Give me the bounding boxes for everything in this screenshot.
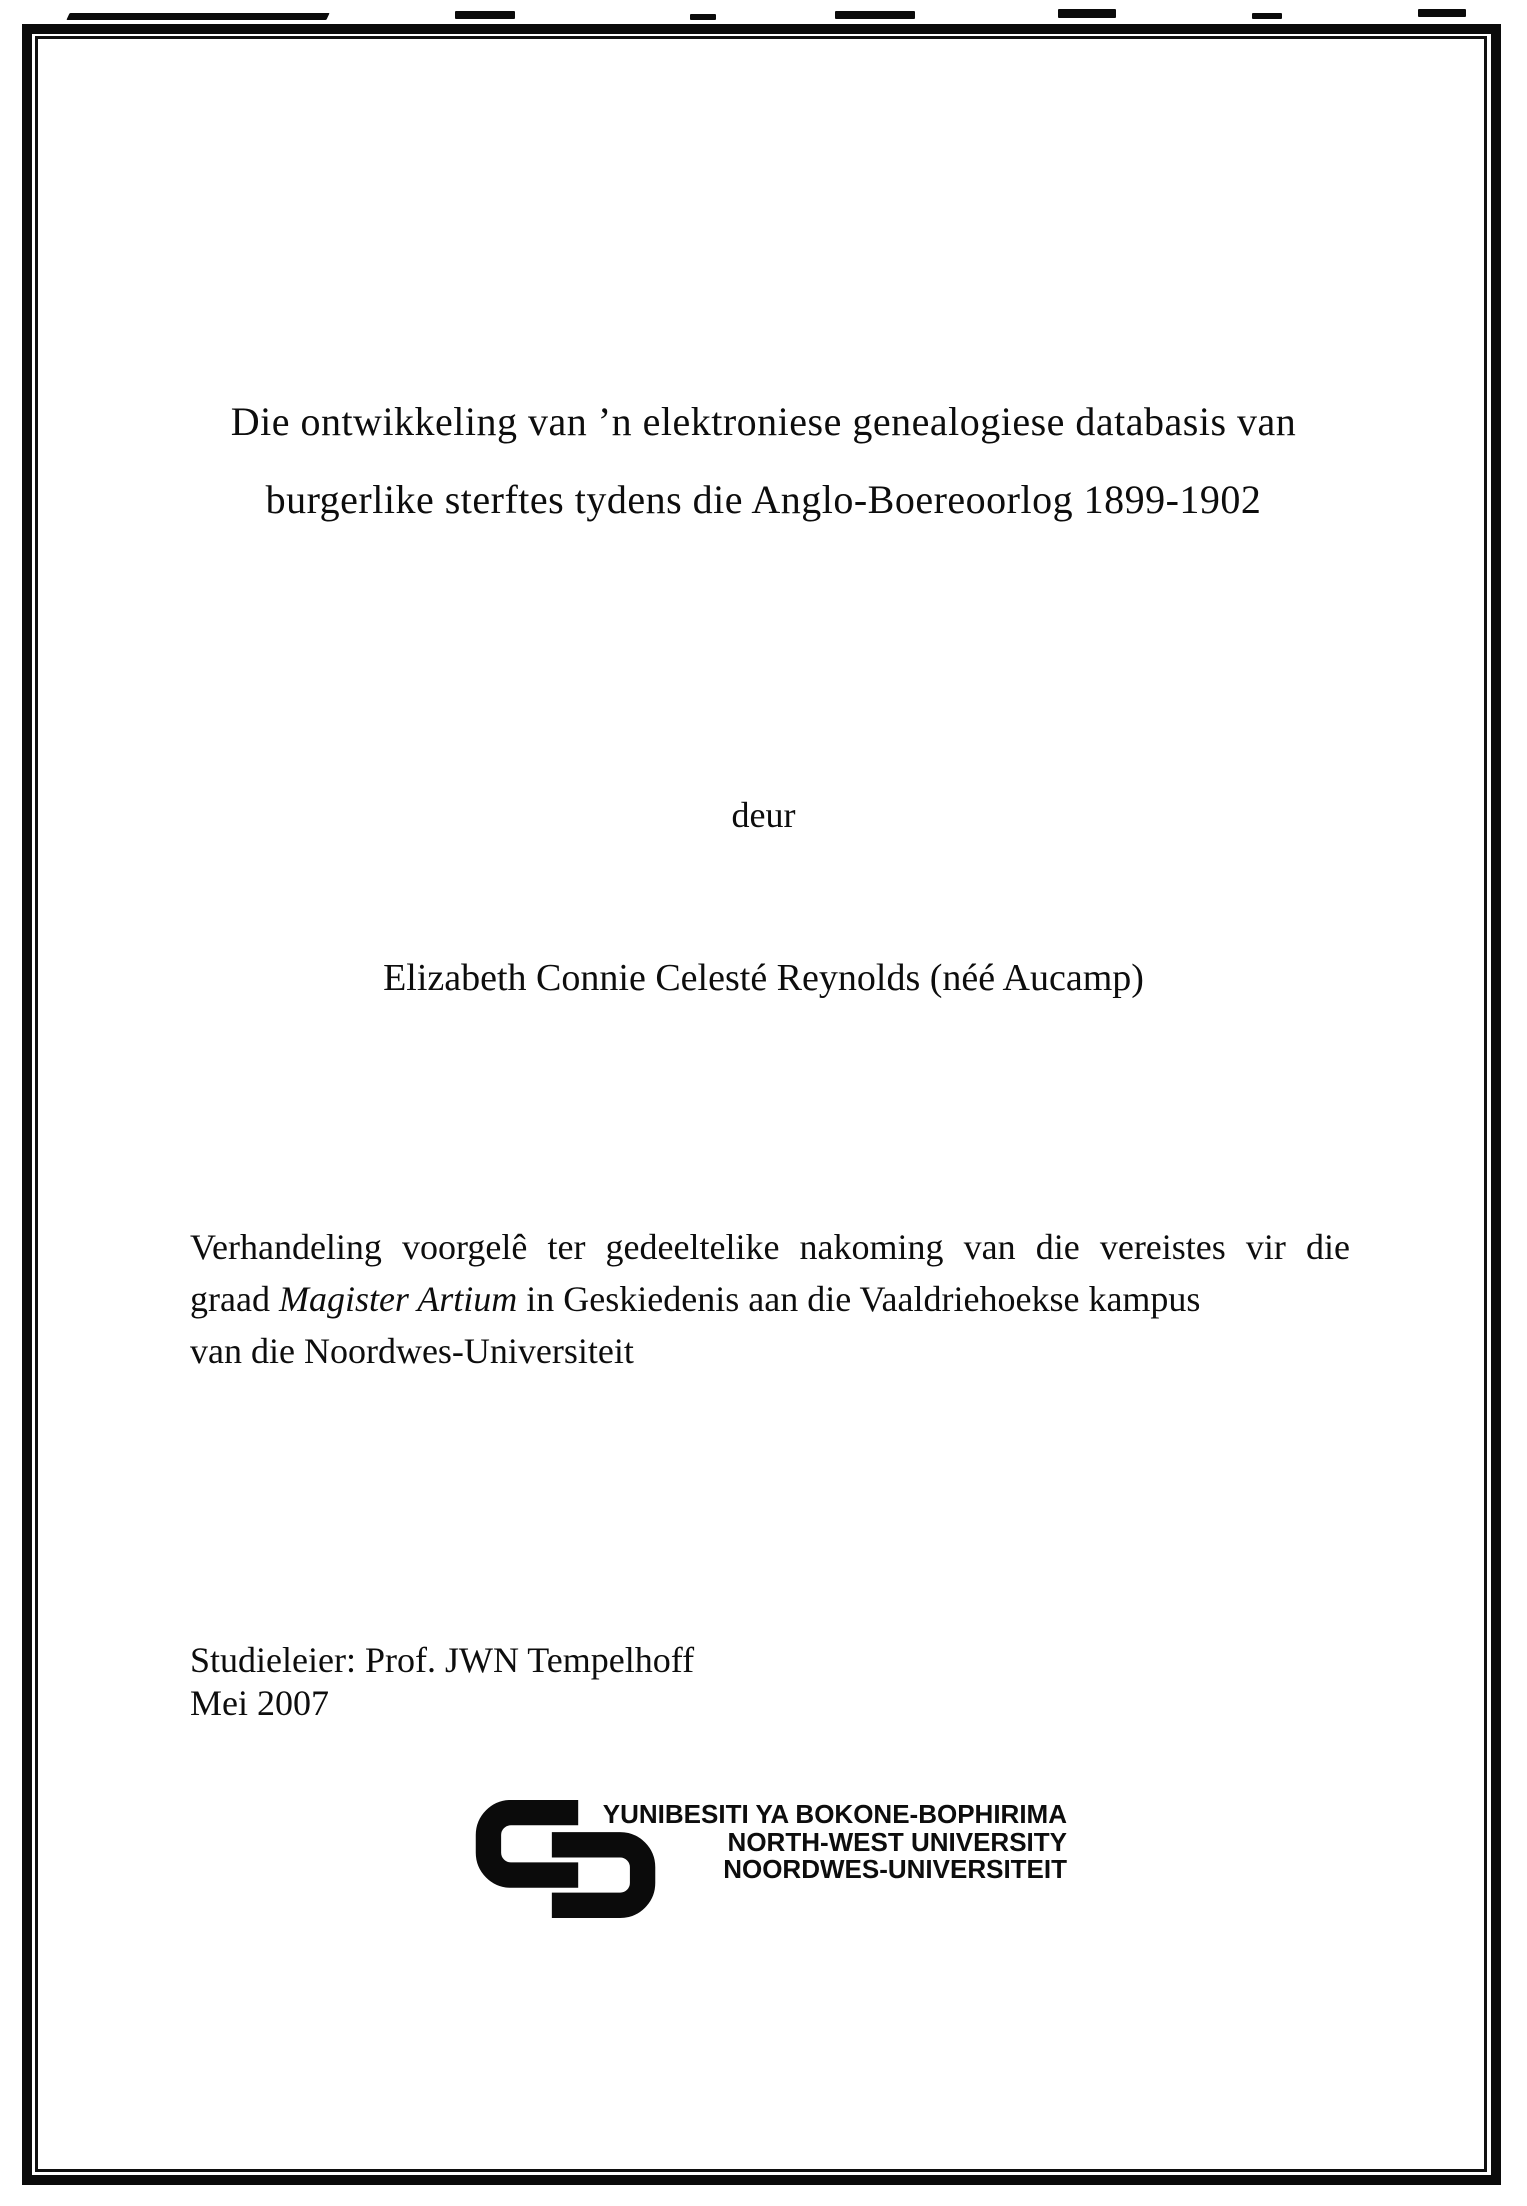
byline-deur: deur bbox=[731, 795, 796, 835]
statement-line-2 bbox=[190, 1273, 1350, 1325]
degree-name-italic: Magister Artium bbox=[278, 1279, 518, 1319]
author-name: Elizabeth Connie Celesté Reynolds (néé Aucamp) bbox=[383, 957, 1144, 999]
scan-artifact bbox=[690, 14, 716, 20]
statement-line-1: Verhandeling voorgelê ter gedeeltelike nakoming van die vereistes vir die bbox=[190, 1227, 1350, 1267]
statement-line-2-suffix: in Geskiedenis aan die Vaaldriehoekse kampus bbox=[517, 1279, 1201, 1319]
thesis-title bbox=[90, 383, 1437, 539]
scan-artifact bbox=[66, 13, 329, 20]
supervisor-block bbox=[190, 1639, 694, 1725]
logo-line-english: NORTH-WEST UNIVERSITY bbox=[727, 1826, 1067, 1857]
statement-line-3: van die Noordwes-Universiteit bbox=[190, 1331, 634, 1371]
logo-wordmark bbox=[585, 1801, 1067, 1884]
scan-artifact bbox=[1418, 9, 1466, 17]
scan-artifact bbox=[835, 11, 915, 19]
degree-statement bbox=[190, 1221, 1350, 1377]
scan-artifact bbox=[1058, 9, 1116, 18]
scan-artifact bbox=[1252, 13, 1282, 19]
date-line: Mei 2007 bbox=[190, 1683, 329, 1723]
title-line-1: Die ontwikkeling van ’n elektroniese genealogiese databasis van bbox=[230, 399, 1297, 444]
university-logo bbox=[466, 1789, 1106, 1939]
logo-line-setswana: YUNIBESITI YA BOKONE-BOPHIRIMA bbox=[602, 1799, 1067, 1829]
statement-line-2-prefix: graad bbox=[190, 1279, 279, 1319]
supervisor-line: Studieleier: Prof. JWN Tempelhoff bbox=[190, 1640, 695, 1680]
scan-artifact bbox=[455, 11, 515, 19]
logo-line-afrikaans: NOORDWES-UNIVERSITEIT bbox=[723, 1854, 1067, 1884]
title-line-2: burgerlike sterftes tydens die Anglo-Boereoorlog 1899-1902 bbox=[265, 477, 1262, 522]
